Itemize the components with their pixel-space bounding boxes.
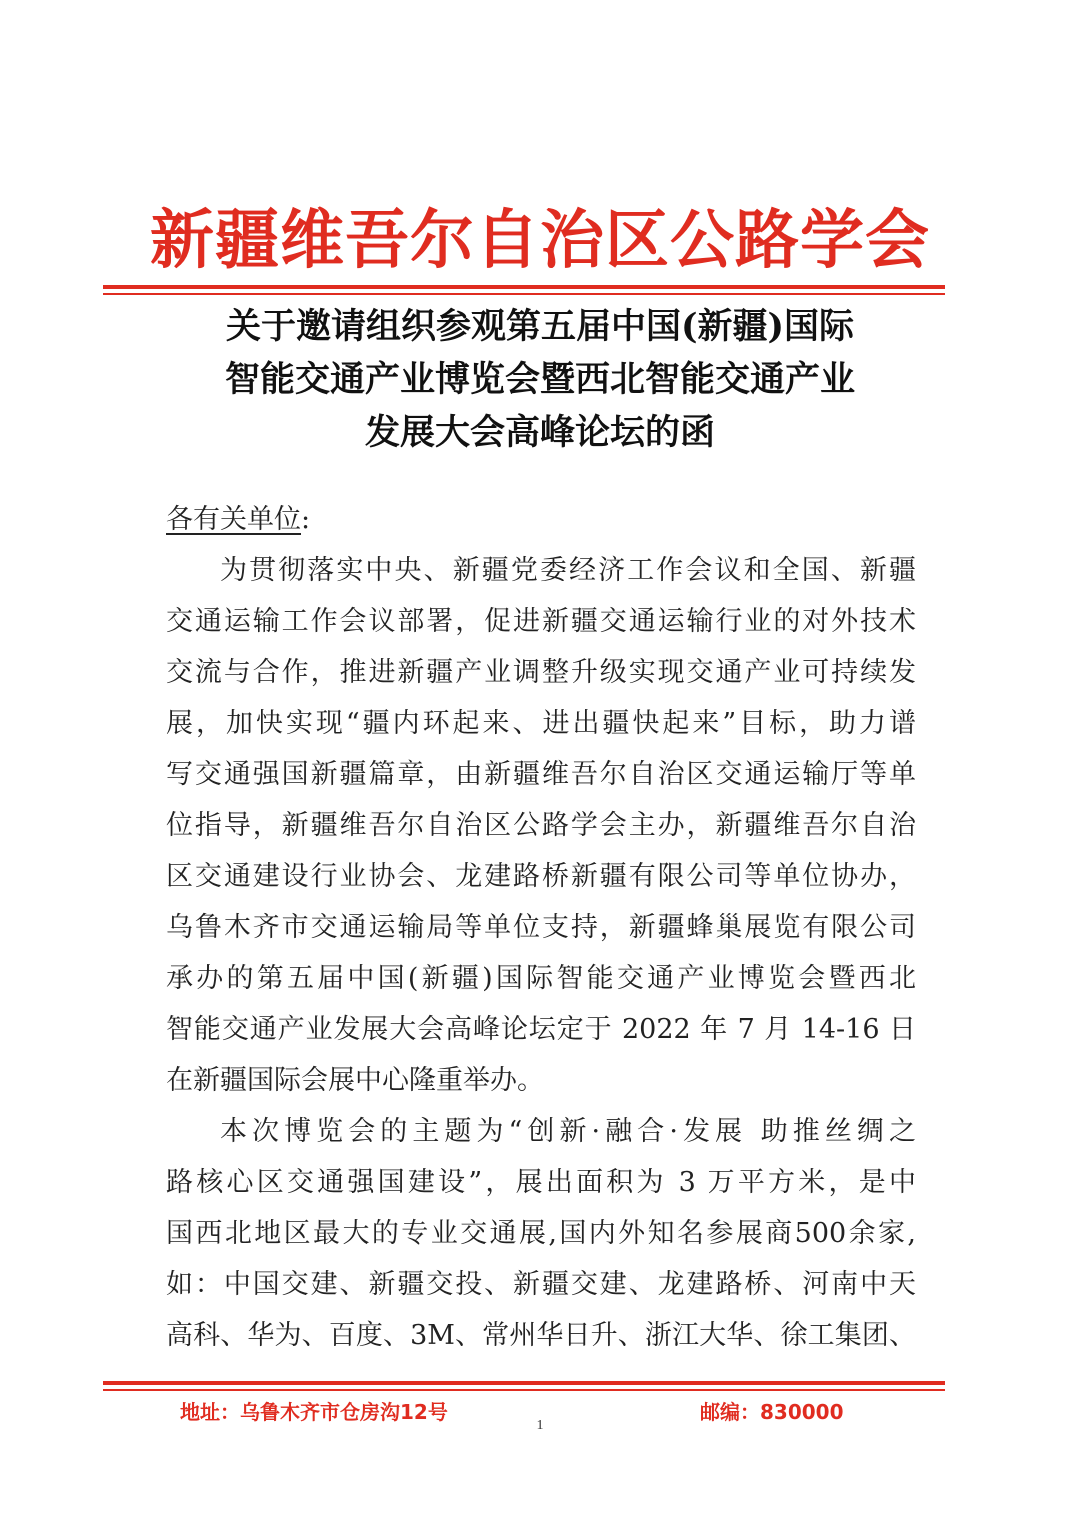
paragraph-line: 高科、华为、百度、3M、常州华日升、浙江大华、徐工集团、 [166,1320,916,1351]
title-line: 发展大会高峰论坛的函 [364,412,715,453]
paragraph-line: 写交通强国新疆篇章，由新疆维吾尔自治区交通运输厅等单 [166,759,916,790]
salutation [166,494,916,545]
document-title [120,300,960,459]
page-number: 1 [536,1418,544,1433]
paragraph-1 [166,545,916,1106]
paragraph-line: 国西北地区最大的专业交通展,国内外知名参展商500余家, [166,1218,916,1249]
salutation-colon: : [301,504,311,535]
paragraph-line: 交流与合作，推进新疆产业调整升级实现交通产业可持续发 [166,657,916,688]
salutation-text: 各有关单位 [166,504,301,535]
title-line: 关于邀请组织参观第五届中国(新疆)国际 [225,306,855,347]
letterhead-rule-thick [103,285,945,289]
footer-rule-thick [103,1381,945,1385]
paragraph-line: 交通运输工作会议部署，促进新疆交通运输行业的对外技术 [166,606,916,637]
paragraph-line: 如：中国交建、新疆交投、新疆交建、龙建路桥、河南中天 [166,1269,916,1300]
paragraph-line: 位指导，新疆维吾尔自治区公路学会主办，新疆维吾尔自治 [166,810,916,841]
paragraph-line: 区交通建设行业协会、龙建路桥新疆有限公司等单位协办， [166,861,916,892]
paragraph-line: 路核心区交通强国建设”，展出面积为 3 万平方米，是中 [166,1167,916,1198]
footer-rule-thin [103,1389,945,1391]
organization-letterhead: 新疆维吾尔自治区公路学会 [150,203,930,278]
paragraph-line: 承办的第五届中国(新疆)国际智能交通产业博览会暨西北 [166,963,916,994]
letter-body [166,494,916,1361]
footer-postcode: 邮编：830000 [700,1400,844,1424]
paragraph-line: 为贯彻落实中央、新疆党委经济工作会议和全国、新疆 [220,555,916,586]
paragraph-line: 展，加快实现“疆内环起来、进出疆快起来”目标，助力谱 [166,708,916,739]
paragraph-line: 在新疆国际会展中心隆重举办。 [166,1065,544,1096]
paragraph-line: 本次博览会的主题为“创新·融合·发展 助推丝绸之 [220,1116,916,1147]
footer-address: 地址：乌鲁木齐市仓房沟12号 [180,1400,448,1424]
letterhead-rule-thin [103,293,945,295]
paragraph-2 [166,1106,916,1361]
paragraph-line: 乌鲁木齐市交通运输局等单位支持，新疆蜂巢展览有限公司 [166,912,916,943]
paragraph-line: 智能交通产业发展大会高峰论坛定于 2022 年 7 月 14-16 日 [166,1014,916,1045]
title-line: 智能交通产业博览会暨西北智能交通产业 [224,359,855,400]
